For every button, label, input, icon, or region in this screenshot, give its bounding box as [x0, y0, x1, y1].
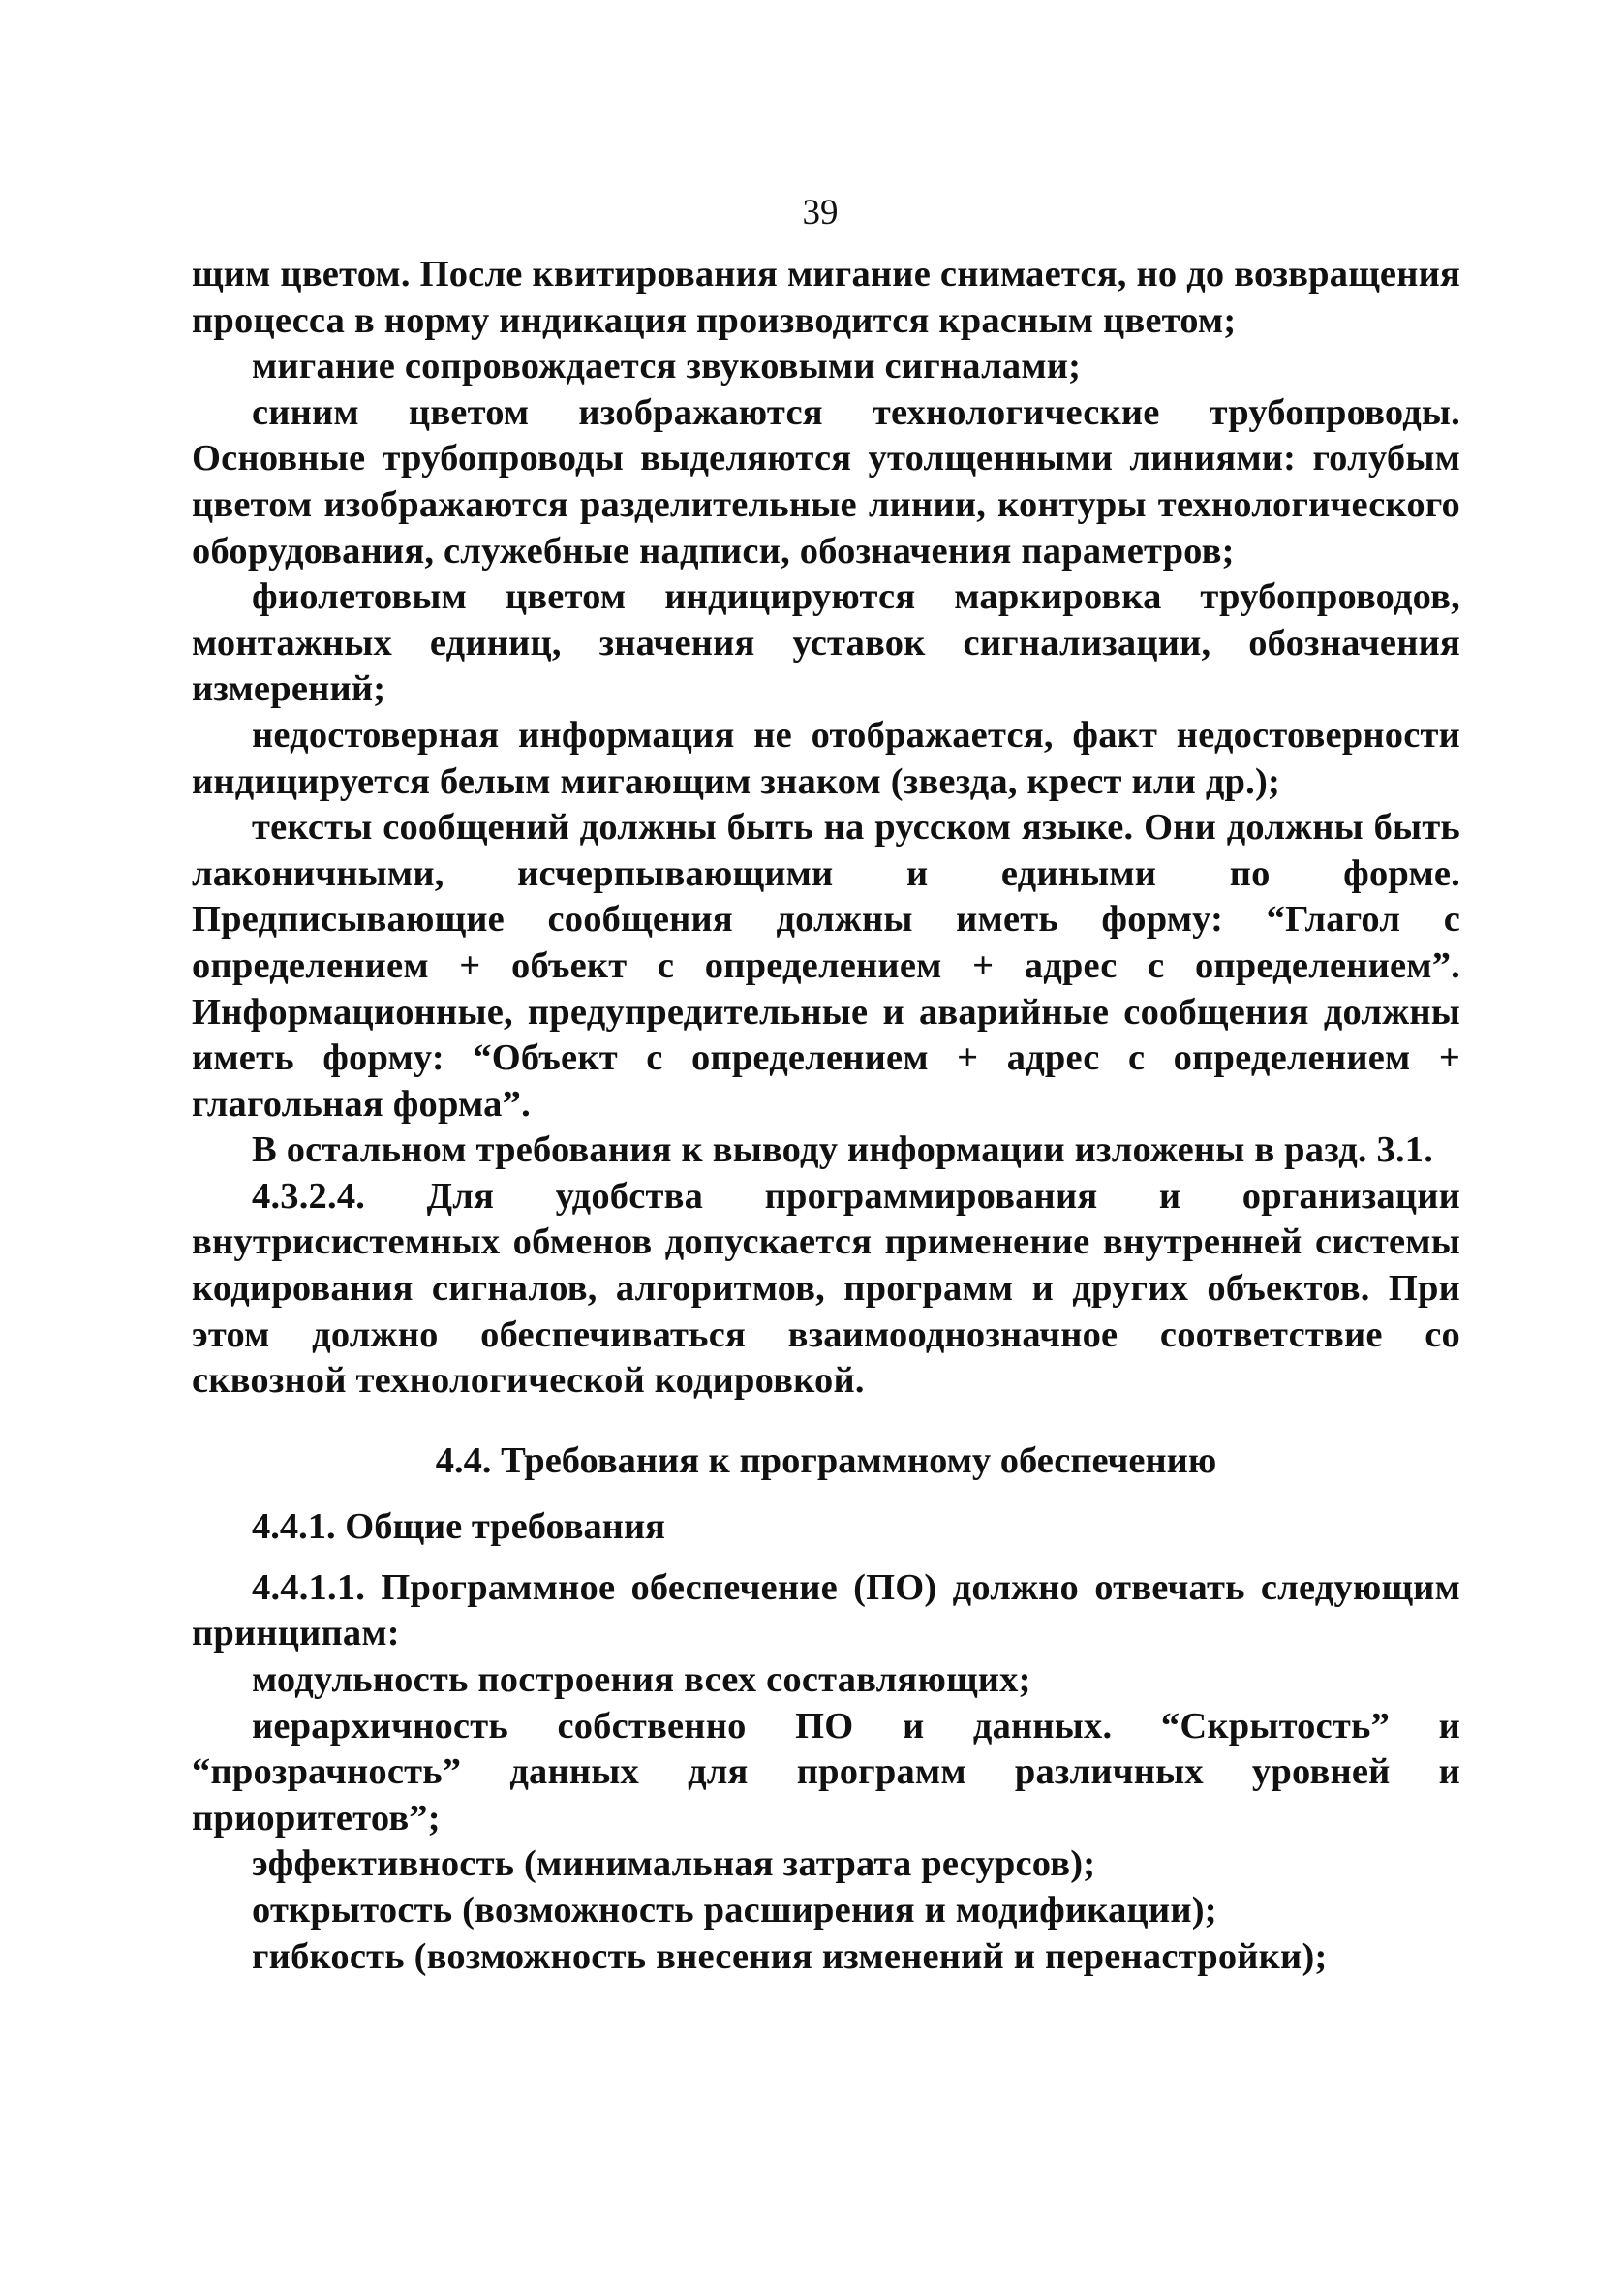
body-text-bottom	[192, 1565, 1460, 1980]
paragraph: модульность построения всех составляющих;	[252, 1659, 1031, 1701]
paragraph: мигание сопровождается звуковыми сигналами;	[252, 346, 1082, 387]
paragraph: 4.4.1.1. Программное обеспечение (ПО) должно отвечать следующим принципам:	[192, 1566, 1460, 1654]
paragraph: недостоверная информация не отображается, факт недостоверности индицируется белым мигающим знаком (звезда, крест или др.);	[192, 714, 1460, 802]
paragraph: открытость (возможность расширения и модификации);	[252, 1890, 1217, 1931]
body-text-top	[192, 252, 1460, 1405]
paragraph: эффективность (минимальная затрата ресурсов);	[252, 1843, 1096, 1885]
paragraph: щим цветом. После квитирования мигание снимается, но до возвращения процесса в норму индикация производится красным цветом;	[192, 254, 1460, 341]
paragraph: 4.3.2.4. Для удобства программирования и организации внутрисистемных обменов допускается применение внутренней системы кодирования сигналов, алгоритмов, программ и других объектов. При этом должно обеспечиваться взаимооднозначное соответствие со сквозной технологической кодировкой.	[192, 1175, 1460, 1402]
paragraph: иерархичность собственно ПО и данных. “Скрытость” и “прозрачность” данных для программ различных уровней и приоритетов”;	[192, 1705, 1460, 1839]
page-number: 39	[802, 193, 839, 232]
paragraph: фиолетовым цветом индицируются маркировка трубопроводов, монтажных единиц, значения уставок сигнализации, обозначения измерений;	[192, 576, 1460, 710]
paragraph: В остальном требования к выводу информации изложены в разд. 3.1.	[252, 1129, 1434, 1171]
paragraph: синим цветом изображаются технологические трубопроводы. Основные трубопроводы выделяются утолщенными линиями: голубым цветом изображаются разделительные линии, контуры технологического оборудования, служебные надписи, обозначения параметров;	[192, 391, 1460, 572]
paragraph: тексты сообщений должны быть на русском языке. Они должны быть лаконичными, исчерпывающими и едиными по форме. Предписывающие сообщения должны иметь форму: “Глагол с определением + объект с определением + адрес с определением”. Информационные, предупредительные и аварийные сообщения должны иметь форму: “Объект с определением + адрес с определением + глагольная форма”.	[192, 807, 1460, 1125]
document-page	[192, 190, 1460, 1980]
section-heading: 4.4. Требования к программному обеспечению	[435, 1439, 1217, 1481]
paragraph: гибкость (возможность внесения изменений и перенастройки);	[252, 1935, 1328, 1977]
subsection-heading: 4.4.1. Общие требования	[252, 1505, 665, 1547]
